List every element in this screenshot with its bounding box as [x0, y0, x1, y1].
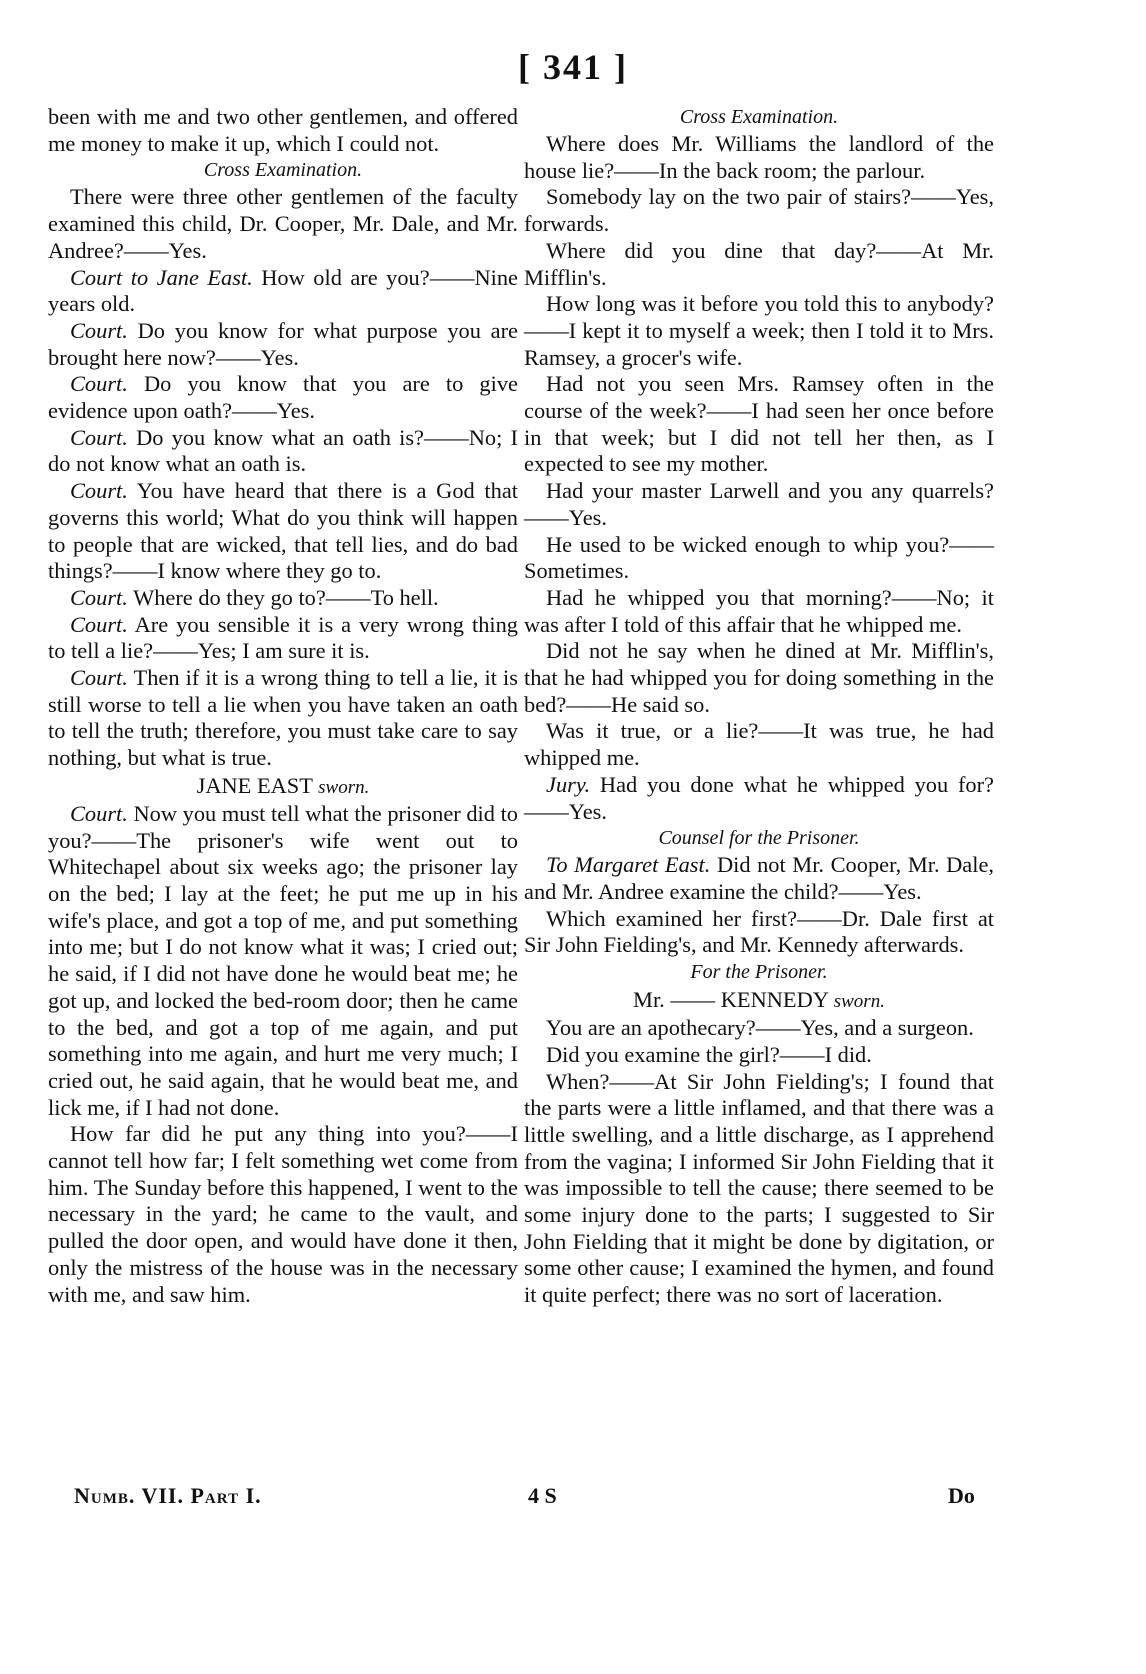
paragraph-text: Do you know that you are to give evidence upon oath?——Yes.	[48, 371, 518, 424]
speaker-label: Court.	[70, 424, 128, 450]
testimony-paragraph	[524, 906, 994, 959]
paragraph-text: How old are you?——Nine years old.	[48, 264, 518, 317]
left-column	[48, 104, 518, 1308]
paragraph-text: Had he whipped you that morning?——No; it was after I told of this affair that he whipped me.	[524, 584, 994, 637]
speaker-label: Court.	[70, 317, 128, 343]
testimony-paragraph	[48, 425, 518, 478]
paragraph-text: Did not he say when he dined at Mr. Mifflin's, that he had whipped you for doing something in the bed?——He said so.	[524, 638, 994, 717]
sheet-mark: 4 S	[528, 1483, 557, 1508]
paragraph-text: Had your master Larwell and you any quarrels?——Yes.	[524, 478, 994, 530]
section-heading: Cross Examination.	[679, 106, 839, 128]
testimony-paragraph	[524, 291, 994, 371]
testimony-paragraph	[48, 801, 518, 1121]
paragraph-text: Now you must tell what the prisoner did to you?——The prisoner's wife went out to Whitechapel about six weeks ago; the prisoner lay on the bed; I lay at the feet; he put me up in his wife's place, and got a top of me, and put something into me; but I do not know what it was; I cried out; he said, if I did not have done he would beat me; he got up, and locked the bed-room door; then he came to the bed, and got a top of me again, and put something into me again, and hurt me very much; I cried out, he said again, that he would beat me, and lick me, if I had not done.	[48, 800, 518, 1120]
paragraph-text: You are an apothecary?——Yes, and a surgeon.	[546, 1015, 974, 1041]
paragraph-text: Do you know for what purpose you are brought here now?——Yes.	[48, 317, 518, 370]
speaker-label: Court.	[70, 371, 128, 397]
testimony-paragraph	[524, 1069, 994, 1309]
testimony-paragraph	[524, 532, 994, 585]
paragraph-text: Did you examine the girl?——I did.	[546, 1041, 872, 1067]
paragraph-text: Then if it is a wrong thing to tell a lie, it is still worse to tell a lie when you have taken an oath to tell the truth; therefore, you must take care to say nothing, but what is true.	[48, 665, 518, 771]
testimony-paragraph	[524, 184, 994, 237]
paragraph-text: When?——At Sir John Fielding's; I found that the parts were a little inflamed, and that there was a little swelling, and a little discharge, as I apprehend from the vagina; I informed Sir John Fielding that it was impossible to tell the cause; there seemed to be some injury done to the parts; I suggested to Sir John Fielding that it might be done by digitation, or some other cause; I examined the hymen, and found it quite perfect; there was no sort of laceration.	[524, 1068, 994, 1308]
paragraph-text: How long was it before you told this to anybody?——I kept it to myself a week; then I told it to Mrs. Ramsey, a grocer's wife.	[524, 291, 994, 370]
paragraph-text: Had you done what he whipped you for?——Yes.	[524, 771, 994, 824]
speaker-label: Court to Jane East.	[70, 264, 253, 290]
paragraph-text: There were three other gentlemen of the faculty examined this child, Dr. Cooper, Mr. Dale, and Mr. Andree?——Yes.	[48, 184, 518, 263]
testimony-paragraph	[48, 265, 518, 318]
sworn-label: sworn.	[833, 991, 885, 1013]
paragraph-text: You have heard that there is a God that governs this world; What do you think will happen to people that are wicked, that tell lies, and do bad things?——I know where they go to.	[48, 478, 518, 584]
testimony-paragraph	[524, 638, 994, 718]
paragraph-text: Do you know what an oath is?——No; I do not know what an oath is.	[48, 424, 518, 477]
testimony-paragraph	[48, 1121, 518, 1308]
testimony-paragraph	[48, 665, 518, 772]
speaker-label: Court.	[70, 665, 128, 691]
testimony-paragraph	[524, 585, 994, 638]
speaker-label: To Margaret East.	[546, 852, 711, 878]
testimony-paragraph	[524, 1015, 994, 1042]
speaker-label: Court.	[70, 478, 128, 504]
speaker-label: Court.	[70, 584, 128, 610]
testimony-paragraph	[524, 478, 994, 531]
paragraph-text: Where do they go to?——To hell.	[133, 584, 439, 610]
speaker-label: Court.	[70, 611, 128, 637]
testimony-paragraph	[48, 184, 518, 264]
paragraph-text: How far did he put any thing into you?——I cannot tell how far; I felt something wet come from him. The Sunday before this happened, I went to the necessary in the yard; he came to the vault, and pulled the door open, and would have done it then, only the mistress of the house was in the necessary with me, and saw him.	[48, 1121, 518, 1307]
testimony-paragraph	[48, 371, 518, 424]
testimony-paragraph	[524, 852, 994, 905]
catchword: Do	[948, 1483, 975, 1508]
witness-name: Mr. —— KENNEDY	[633, 987, 829, 1013]
page-number: [ 341 ]	[518, 47, 628, 87]
paragraph-text: been with me and two other gentlemen, and offered me money to make it up, which I could not.	[48, 104, 518, 156]
paragraph-text: He used to be wicked enough to whip you?——Sometimes.	[524, 531, 994, 584]
testimony-paragraph	[48, 612, 518, 665]
testimony-paragraph	[524, 1042, 994, 1069]
paragraph-text: Where does Mr. Williams the landlord of the house lie?——In the back room; the parlour.	[524, 131, 994, 183]
paragraph-text: Where did you dine that day?——At Mr. Mifflin's.	[524, 237, 994, 290]
testimony-paragraph	[524, 131, 994, 184]
right-column	[524, 104, 994, 1309]
witness-heading	[524, 986, 994, 1015]
testimony-paragraph	[524, 371, 994, 478]
speaker-label: Jury.	[546, 771, 591, 797]
paragraph-text: Which examined her first?——Dr. Dale first at Sir John Fielding's, and Mr. Kennedy afterwards.	[524, 905, 994, 958]
sworn-label: sworn.	[318, 776, 370, 798]
section-heading: Counsel for the Prisoner.	[658, 827, 860, 850]
witness-heading	[48, 772, 518, 801]
testimony-paragraph	[524, 238, 994, 291]
testimony-paragraph	[48, 318, 518, 371]
section-heading: Cross Examination.	[203, 159, 363, 182]
testimony-paragraph	[48, 104, 518, 157]
paragraph-text: Was it true, or a lie?——It was true, he had whipped me.	[524, 718, 994, 771]
paragraph-text: Had not you seen Mrs. Ramsey often in the course of the week?——I had seen her once before in that week; but I did not tell her then, as I expected to see my mother.	[524, 371, 994, 477]
testimony-paragraph	[48, 585, 518, 612]
section-heading: For the Prisoner.	[690, 961, 828, 984]
speaker-label: Court.	[70, 800, 128, 826]
paragraph-text: Are you sensible it is a very wrong thing to tell a lie?——Yes; I am sure it is.	[48, 611, 519, 664]
testimony-paragraph	[524, 718, 994, 771]
paragraph-text: Somebody lay on the two pair of stairs?——Yes, forwards.	[524, 184, 994, 237]
testimony-paragraph	[524, 772, 994, 825]
paragraph-text: Did not Mr. Cooper, Mr. Dale, and Mr. Andree examine the child?——Yes.	[524, 852, 994, 904]
testimony-paragraph	[48, 478, 518, 585]
signature-mark: Numb. VII. Part I.	[74, 1483, 262, 1508]
witness-name: JANE EAST	[196, 772, 313, 798]
